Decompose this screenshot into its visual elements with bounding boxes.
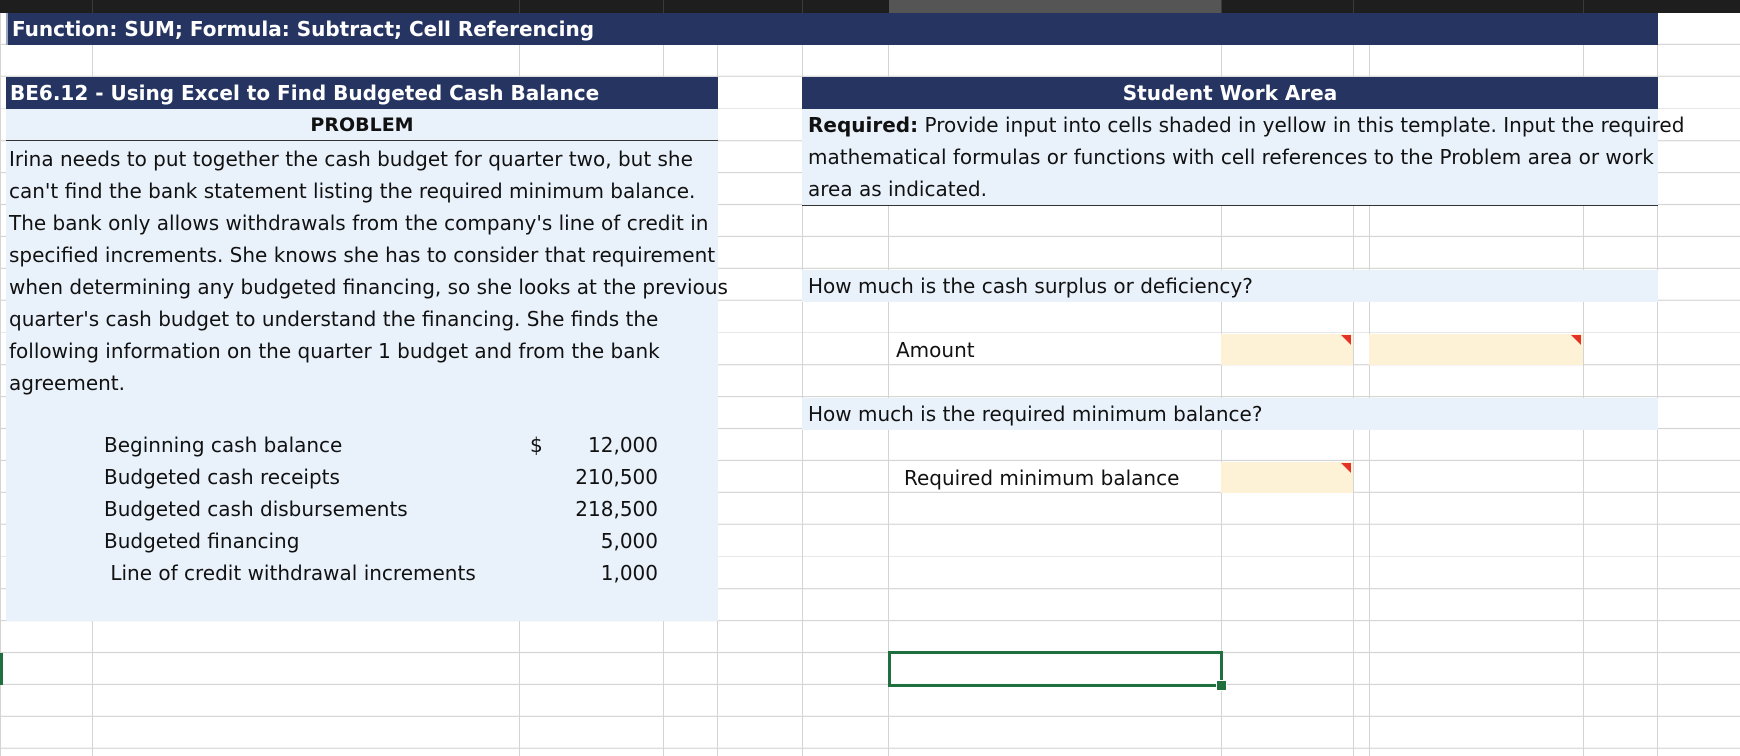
required-bold-label: Required: <box>808 113 919 137</box>
problem-text-line: specified increments. She knows she has to consider that requirement <box>9 243 716 267</box>
problem-subheader-cell[interactable]: PROBLEM <box>6 109 718 141</box>
required-text-line: Provide input into cells shaded in yellow in this template. Input the required <box>918 113 1685 137</box>
data-value: 12,000 <box>588 433 658 457</box>
required-text-line: mathematical formulas or functions with cell references to the Problem area or work <box>808 145 1654 169</box>
required-minimum-balance-label[interactable]: Required minimum balance <box>904 466 1180 490</box>
comment-indicator-icon[interactable] <box>1571 335 1581 345</box>
data-label: Beginning cash balance <box>104 433 343 457</box>
problem-text-line: agreement. <box>9 371 126 395</box>
problem-text-line: can't find the bank statement listing the required minimum balance. <box>9 179 696 203</box>
data-label: Budgeted financing <box>104 529 300 553</box>
fill-handle[interactable] <box>1216 680 1227 691</box>
data-value: 1,000 <box>600 561 658 585</box>
data-row-beginning-cash[interactable] <box>6 429 718 461</box>
problem-text-line: The bank only allows withdrawals from the company's line of credit in <box>9 211 709 235</box>
comment-indicator-icon[interactable] <box>1341 335 1351 345</box>
problem-text-line: when determining any budgeted financing, so she looks at the previous <box>9 275 728 299</box>
data-row-cash-receipts[interactable] <box>6 461 718 493</box>
question-minimum-balance[interactable]: How much is the required minimum balance? <box>802 398 1658 430</box>
data-value: 210,500 <box>575 465 658 489</box>
column-header-strip <box>0 0 1740 13</box>
minimum-balance-input-cell[interactable] <box>1221 462 1353 493</box>
required-text-line: area as indicated. <box>808 177 987 201</box>
data-label: Budgeted cash receipts <box>104 465 340 489</box>
selected-column-highlight <box>889 0 1221 13</box>
data-label: Budgeted cash disbursements <box>104 497 408 521</box>
problem-text-line: Irina needs to put together the cash budget for quarter two, but she <box>9 147 693 171</box>
data-value: 218,500 <box>575 497 658 521</box>
active-cell-selection[interactable] <box>888 651 1223 687</box>
problem-header-cell[interactable]: BE6.12 - Using Excel to Find Budgeted Cash Balance <box>6 77 718 109</box>
problem-text-line: quarter's cash budget to understand the financing. She finds the <box>9 307 659 331</box>
work-area-header-cell[interactable]: Student Work Area <box>802 77 1658 109</box>
question-cash-surplus[interactable]: How much is the cash surplus or deficiency? <box>802 270 1658 302</box>
currency-symbol: $ <box>530 433 543 457</box>
problem-text-line: following information on the quarter 1 budget and from the bank <box>9 339 660 363</box>
amount-label[interactable]: Amount <box>896 338 975 362</box>
amount-input-cell[interactable] <box>1221 334 1353 365</box>
sheet-title-cell[interactable]: Function: SUM; Formula: Subtract; Cell Referencing <box>6 13 1658 45</box>
data-label: Line of credit withdrawal increments <box>104 561 476 585</box>
data-row-cash-disbursements[interactable] <box>6 493 718 525</box>
problem-description-cell[interactable] <box>6 143 728 399</box>
data-value: 5,000 <box>600 529 658 553</box>
data-row-budgeted-financing[interactable] <box>6 525 718 557</box>
required-instructions-cell[interactable] <box>802 109 1685 206</box>
row-selection-indicator <box>0 653 3 685</box>
comment-indicator-icon[interactable] <box>1341 463 1351 473</box>
data-row-credit-increments[interactable] <box>6 557 718 589</box>
amount-descriptor-input-cell[interactable] <box>1369 334 1583 365</box>
